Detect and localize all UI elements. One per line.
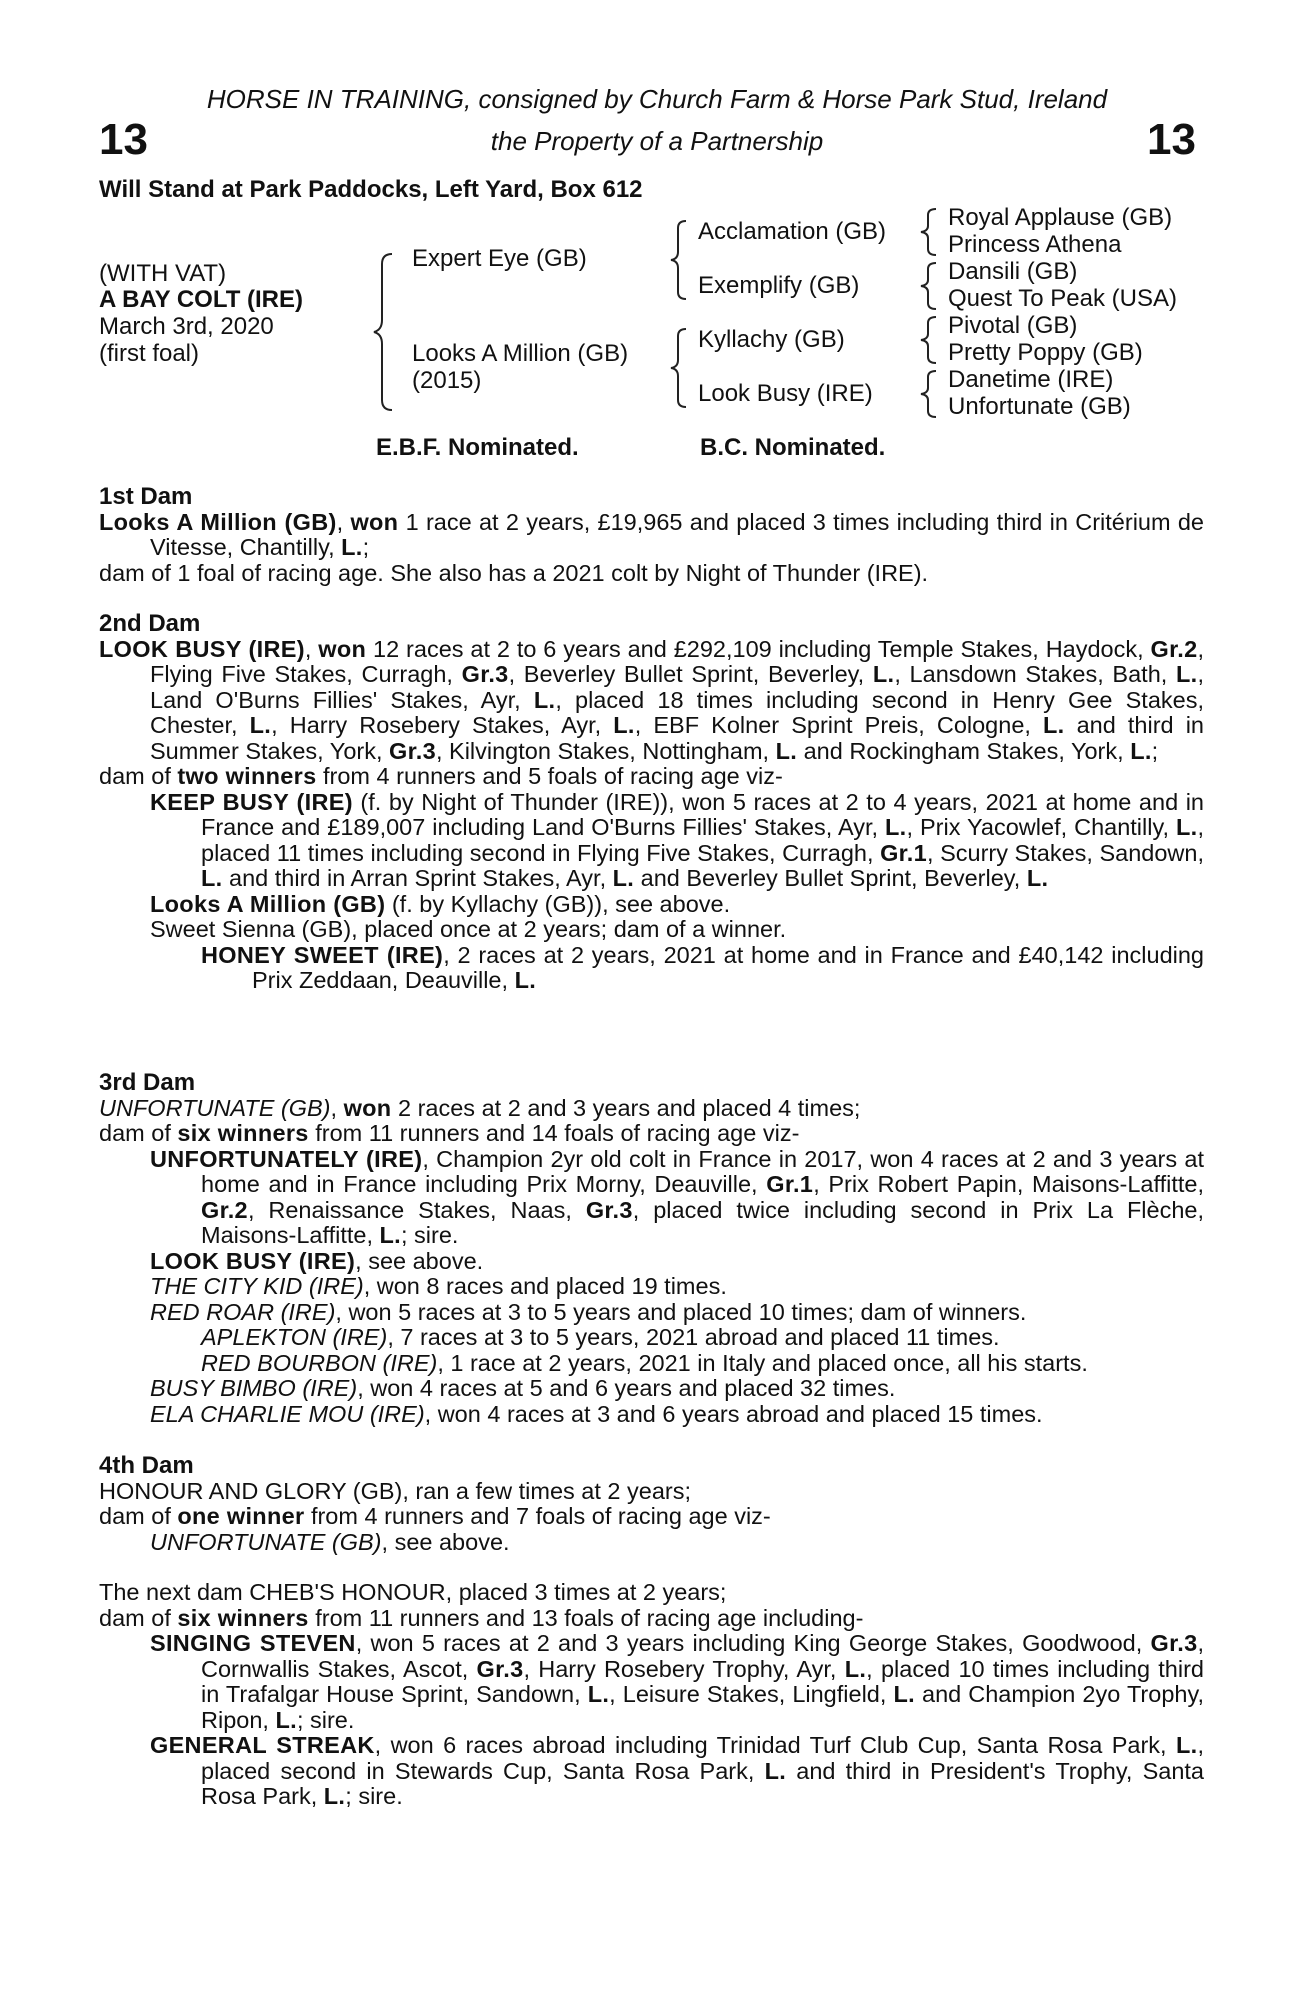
fourth-dam-produce: dam of one winner from 4 runners and 7 foals of racing age viz-: [99, 1503, 771, 1529]
red-roar-entry: RED ROAR (IRE), won 5 races at 3 to 5 years and placed 10 times; dam of winners.: [150, 1298, 1027, 1325]
pedigree-brace-dam: [668, 326, 690, 410]
first-dam-section: [99, 484, 1204, 586]
general-streak-entry: GENERAL STREAK, won 6 races abroad including Trinidad Turf Club Cup, Santa Rosa Park, L., placed second in Stewards Cup, Santa Rosa Park, L. and third in President's Trophy, Santa Rosa Park, L.; sire.: [150, 1732, 1204, 1809]
second-dam-heading: 2nd Dam: [99, 610, 201, 637]
honey-sweet-entry: HONEY SWEET (IRE), 2 races at 2 years, 2021 at home and in France and £40,142 including Prix Zeddaan, Deauville, L.: [201, 941, 1204, 993]
stand-location: Will Stand at Park Paddocks, Left Yard, Box 612: [99, 176, 643, 203]
fourth-dam-heading: 4th Dam: [99, 1452, 194, 1479]
bc-nomination: B.C. Nominated.: [700, 434, 886, 461]
property-line: the Property of a Partnership: [490, 126, 824, 156]
first-dam-produce: dam of 1 foal of racing age. She also has a 2021 colt by Night of Thunder (IRE).: [99, 559, 929, 586]
pedigree-ddd: Unfortunate (GB): [948, 393, 1131, 420]
vat-note: (WITH VAT): [99, 260, 227, 287]
pedigree-dam-sire: Kyllachy (GB): [698, 326, 845, 353]
pedigree-dss: Pivotal (GB): [948, 312, 1078, 339]
keep-busy-entry: KEEP BUSY (IRE) (f. by Night of Thunder (IRE)), won 5 races at 2 to 4 years, 2021 at home and in France and £189,007 including Land O'Burns Fillies' Stakes, Ayr, L., Prix Yacowlef, Chantilly, L., placed 11 times including second in Flying Five Stakes, Curragh, Gr.1, Scurry Stakes, Sandown, L. and third in Arran Sprint Stakes, Ayr, L. and Beverley Bullet Sprint, Beverley, L.: [150, 788, 1205, 891]
next-dam-section: [99, 1580, 1204, 1810]
second-dam-section: [99, 611, 1204, 994]
consignor-line: HORSE IN TRAINING, consigned by Church Farm & Horse Park Stud, Ireland: [206, 84, 1108, 114]
ebf-nomination: E.B.F. Nominated.: [376, 434, 579, 461]
singing-steven-entry: SINGING STEVEN, won 5 races at 2 and 3 years including King George Stakes, Goodwood, Gr.3, Cornwallis Stakes, Ascot, Gr.3, Harry Rosebery Trophy, Ayr, L., placed 10 times including third in Trafalgar House Sprint, Sandown, L., Leisure Stakes, Lingfield, L. and Champion 2yo Trophy, Ripon, L.; sire.: [150, 1630, 1205, 1733]
aplekton-entry: APLEKTON (IRE), 7 races at 3 to 5 years, 2021 abroad and placed 11 times.: [201, 1324, 1000, 1350]
sweet-sienna-entry: Sweet Sienna (GB), placed once at 2 years; dam of a winner.: [150, 916, 787, 942]
third-dam-record: UNFORTUNATE (GB), won 2 races at 2 and 3 years and placed 4 times;: [99, 1094, 861, 1121]
pedigree-sds: Dansili (GB): [948, 258, 1078, 285]
pedigree-ssd: Princess Athena: [948, 231, 1122, 258]
fourth-dam-section: [99, 1453, 1204, 1555]
city-kid-entry: THE CITY KID (IRE), won 8 races and placed 19 times.: [150, 1273, 727, 1299]
horse-note: (first foal): [99, 340, 200, 367]
pedigree-sss: Royal Applause (GB): [948, 204, 1173, 231]
look-busy-entry: LOOK BUSY (IRE), see above.: [150, 1247, 484, 1274]
second-dam-produce: dam of two winners from 4 runners and 5 foals of racing age viz-: [99, 763, 783, 789]
pedigree-brace-ds: [918, 314, 940, 366]
third-dam-produce: dam of six winners from 11 runners and 14 foals of racing age viz-: [99, 1120, 800, 1146]
pedigree-dam-dam: Look Busy (IRE): [698, 380, 873, 407]
pedigree-brace-sd: [918, 260, 940, 312]
lot-number-right: 13: [1147, 115, 1196, 164]
ela-charlie-mou-entry: ELA CHARLIE MOU (IRE), won 4 races at 3 and 6 years abroad and placed 15 times.: [150, 1400, 1043, 1427]
red-bourbon-entry: RED BOURBON (IRE), 1 race at 2 years, 2021 in Italy and placed once, all his starts.: [201, 1349, 1088, 1376]
third-dam-heading: 3rd Dam: [99, 1069, 196, 1096]
first-dam-heading: 1st Dam: [99, 483, 193, 510]
pedigree-sire-dam: Exemplify (GB): [698, 272, 860, 299]
pedigree-brace-ss: [918, 206, 940, 258]
busy-bimbo-entry: BUSY BIMBO (IRE), won 4 races at 5 and 6 years and placed 32 times.: [150, 1375, 896, 1401]
unfortunate-entry: UNFORTUNATE (GB), see above.: [150, 1528, 510, 1555]
first-dam-record: Looks A Million (GB), won 1 race at 2 years, £19,965 and placed 3 times including third in Critérium de Vitesse, Chantilly, L.;: [99, 508, 1204, 560]
next-dam-record: The next dam CHEB'S HONOUR, placed 3 times at 2 years;: [99, 1579, 727, 1605]
second-dam-record: LOOK BUSY (IRE), won 12 races at 2 to 6 years and £292,109 including Temple Stakes, Haydock, Gr.2, Flying Five Stakes, Curragh, Gr.3, Beverley Bullet Sprint, Beverley, L., Lansdown Stakes, Bath, L., Land O'Burns Fillies' Stakes, Ayr, L., placed 18 times including second in Henry Gee Stakes, Chester, L., Harry Rosebery Stakes, Ayr, L., EBF Kolner Sprint Preis, Cologne, L. and third in Summer Stakes, York, Gr.3, Kilvington Stakes, Nottingham, L. and Rockingham Stakes, York, L.;: [99, 635, 1205, 764]
pedigree-dds: Danetime (IRE): [948, 366, 1114, 393]
horse-name: A BAY COLT (IRE): [99, 286, 304, 313]
pedigree-dsd: Pretty Poppy (GB): [948, 339, 1143, 366]
horse-dob: March 3rd, 2020: [99, 313, 274, 340]
third-dam-section: [99, 1070, 1204, 1427]
pedigree-dam: Looks A Million (GB): [412, 340, 629, 367]
pedigree-sire-sire: Acclamation (GB): [698, 218, 887, 245]
next-dam-produce: dam of six winners from 11 runners and 13 foals of racing age including-: [99, 1604, 864, 1631]
pedigree-brace-sire: [668, 218, 690, 302]
lot-number-left: 13: [99, 115, 148, 164]
pedigree-sire: Expert Eye (GB): [412, 245, 587, 272]
pedigree-dam-year: (2015): [412, 367, 482, 394]
looks-a-million-entry: Looks A Million (GB) (f. by Kyllachy (GB)), see above.: [150, 890, 731, 917]
pedigree-sdd: Quest To Peak (USA): [948, 285, 1177, 312]
unfortunately-entry: UNFORTUNATELY (IRE), Champion 2yr old colt in France in 2017, won 4 races at 2 and 3 years at home and in France including Prix Morny, Deauville, Gr.1, Prix Robert Papin, Maisons-Laffitte, Gr.2, Renaissance Stakes, Naas, Gr.3, placed twice including second in Prix La Flèche, Maisons-Laffitte, L.; sire.: [150, 1145, 1205, 1248]
fourth-dam-record: HONOUR AND GLORY (GB), ran a few times at 2 years;: [99, 1477, 692, 1504]
pedigree-brace-dd: [918, 368, 940, 420]
pedigree-brace-main: [370, 250, 400, 414]
